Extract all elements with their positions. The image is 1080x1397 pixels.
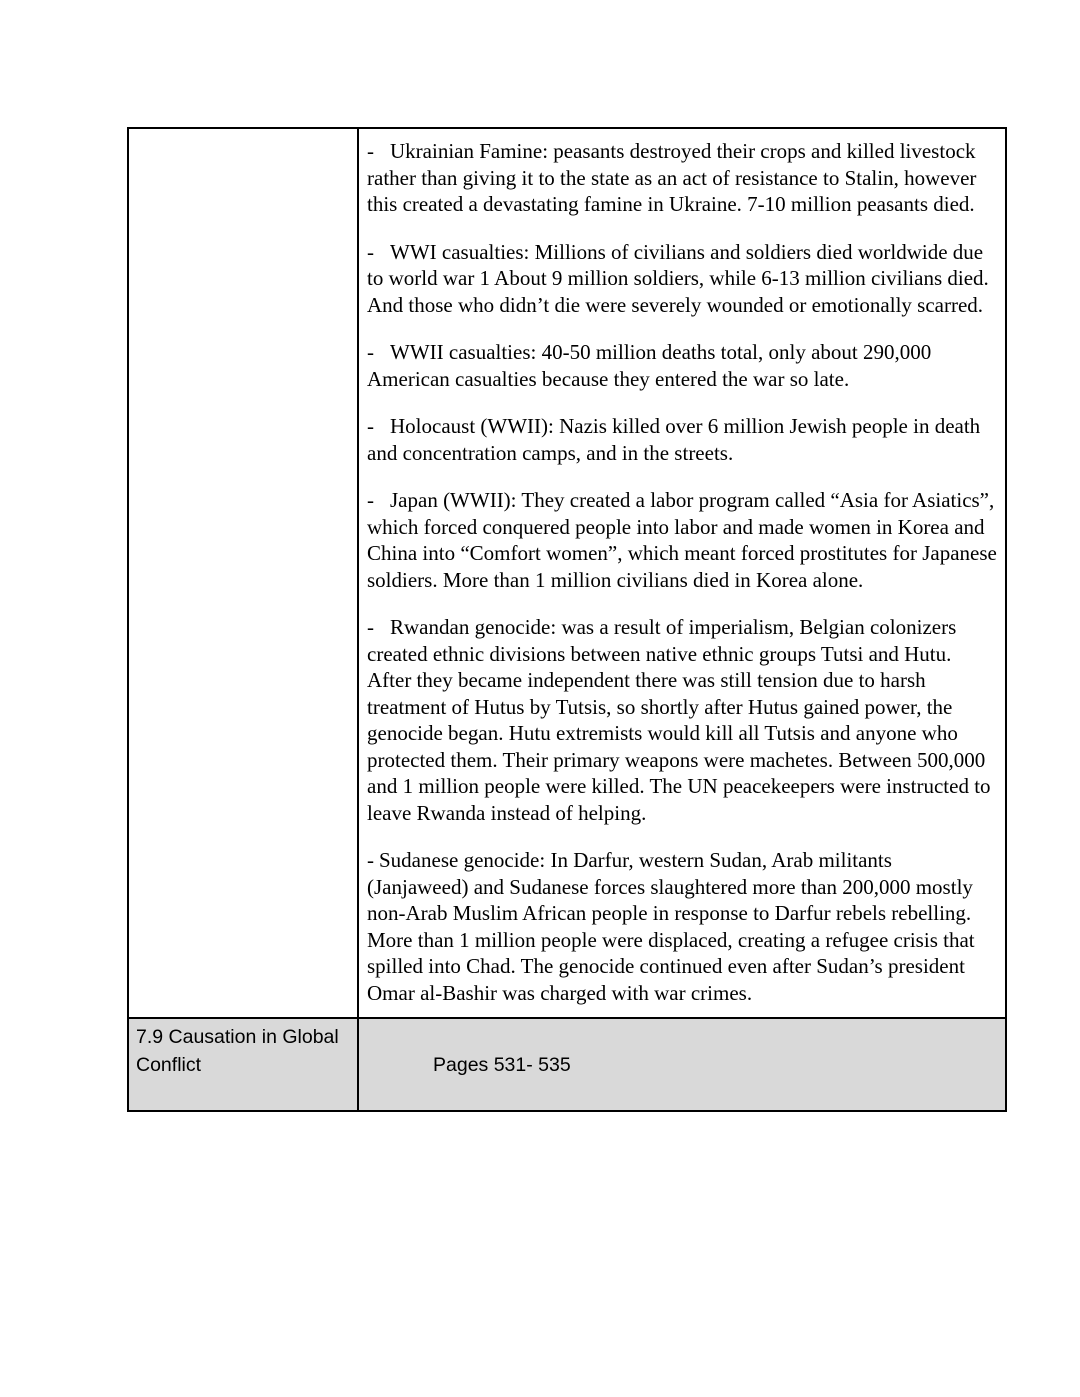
note-paragraph-wwi-casualties — [367, 239, 997, 319]
note-paragraph-japan — [367, 487, 997, 593]
section-title: 7.9 Causation in Global Conflict — [136, 1026, 339, 1076]
section-pages: Pages 531- 535 — [433, 1054, 571, 1076]
topic-cell-empty — [128, 128, 358, 1018]
note-paragraph-wwii-casualties — [367, 339, 997, 392]
section-row — [128, 1018, 1006, 1111]
note-paragraph-rwandan-genocide — [367, 614, 997, 826]
bullet-dash: - — [367, 239, 374, 264]
note-text: Sudanese genocide: In Darfur, western Sudan, Arab militants (Janjaweed) and Sudanese forces slaughtered more than 200,000 mostly non-Arab Muslim African people in response to Darfur rebels rebelling. More than 1 million people were displaced, creating a refugee crisis that spilled into Chad. The genocide continued even after Sudan’s president Omar al-Bashir was charged with war crimes. — [367, 848, 975, 1005]
section-title-cell — [128, 1018, 358, 1111]
note-paragraph-ukrainian-famine — [367, 138, 997, 218]
notes-cell — [358, 128, 1006, 1018]
notes-table — [127, 127, 1007, 1112]
bullet-dash: - — [367, 615, 374, 639]
section-pages-cell — [358, 1018, 1006, 1111]
note-text: WWII casualties: 40-50 million deaths total, only about 290,000 American casualties because they entered the war so late. — [367, 340, 932, 391]
note-paragraph-holocaust — [367, 413, 997, 466]
notes-body-row — [128, 128, 1006, 1018]
note-text: Holocaust (WWII): Nazis killed over 6 million Jewish people in death and concentration camps, and in the streets. — [367, 414, 981, 465]
bullet-dash: - — [367, 139, 374, 163]
note-text: Rwandan genocide: was a result of imperialism, Belgian colonizers created ethnic divisions between native ethnic groups Tutsi and Hutu. After they became independent there was still tension due to harsh treatment of Hutus by Tutsis, so shortly after Hutus gained power, the genocide began. Hutu extremists would kill all Tutsis and anyone who protected them. Their primary weapons were machetes. Between 500,000 and 1 million people were killed. The UN peacekeepers were instructed to leave Rwanda instead of helping. — [367, 615, 991, 825]
note-text: Ukrainian Famine: peasants destroyed their crops and killed livestock rather than giving it to the state as an act of resistance to Stalin, however this created a devastating famine in Ukraine. 7-10 million peasants died. — [367, 139, 977, 216]
bullet-dash: - — [367, 414, 374, 438]
bullet-dash: - — [367, 340, 374, 364]
note-paragraph-sudanese-genocide — [367, 847, 997, 1006]
note-text: Japan (WWII): They created a labor program called “Asia for Asiatics”, which forced conquered people into labor and made women in Korea and China into “Comfort women”, which meant forced prostitutes for Japanese soldiers. More than 1 million civilians died in Korea alone. — [367, 488, 997, 592]
note-text: WWI casualties: Millions of civilians and soldiers died worldwide due to world war 1 About 9 million soldiers, while 6-13 million civilians died. And those who didn’t die were severely wounded or emotionally scarred. — [367, 239, 989, 317]
bullet-dash: - — [367, 488, 374, 512]
bullet-dash: - — [367, 848, 374, 872]
